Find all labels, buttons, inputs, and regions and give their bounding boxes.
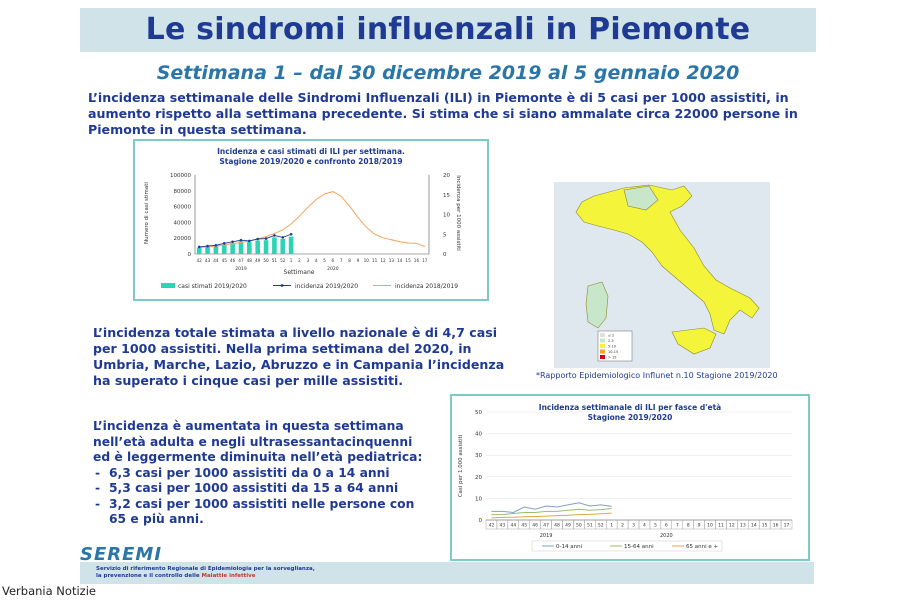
chart1-xtick: 50 (263, 258, 269, 263)
chart2-xtick: 2 (621, 523, 625, 529)
chart1-ytick: 100000 (170, 173, 191, 179)
chart1-y2tick: 15 (443, 192, 450, 199)
chart2-xtick: 4 (643, 523, 646, 529)
chart1-ytick: 20000 (173, 236, 191, 243)
chart2-xtick: 14 (750, 523, 757, 529)
chart2-ytick: 0 (478, 518, 482, 524)
chart1-bar (222, 245, 227, 254)
chart2-xtick: 42 (488, 523, 495, 529)
chart1-point-2019-2020 (248, 240, 251, 243)
chart1-ylabel: Numero di casi stimati (144, 182, 150, 244)
chart1-y2tick: 5 (443, 232, 447, 239)
chart2-xtick: 10 (707, 523, 713, 529)
chart1-xtick: 52 (280, 258, 286, 263)
chart1-ytick: 0 (187, 252, 191, 258)
chart1-point-2019-2020 (215, 244, 218, 247)
chart2-xtick: 52 (597, 523, 604, 529)
chart1-bar (264, 240, 269, 254)
chart1-y2tick: 20 (443, 173, 450, 179)
chart1-subtitle: Stagione 2019/2020 e confronto 2018/2019 (219, 157, 403, 166)
chart1-xtick: 16 (413, 258, 420, 263)
chart2-xtick: 43 (499, 523, 506, 529)
chart1-xtick: 1 (289, 258, 293, 263)
chart1-point-2019-2020 (231, 240, 234, 243)
age-group-incidence-chart (450, 394, 810, 561)
chart1-xtick: 15 (405, 258, 411, 263)
chart1-bar (247, 242, 252, 254)
chart1-point-2019-2020 (198, 246, 201, 249)
chart1-year-label: 2019 (235, 267, 247, 272)
chart2-year-label: 2019 (539, 533, 553, 539)
chart1-point-2019-2020 (206, 245, 209, 248)
chart1-xtick: 11 (372, 258, 378, 263)
chart2-title: Incidenza settimanale di ILI per fasce d'età (538, 403, 722, 412)
chart1-year-label: 2020 (327, 267, 339, 272)
chart1-xtick: 6 (331, 258, 335, 263)
age-paragraph (93, 419, 433, 528)
chart2-legend-label: 65 anni e + (686, 544, 719, 550)
chart2-ytick: 30 (475, 453, 482, 460)
chart1-xtick: 44 (213, 258, 219, 263)
map-legend-3: 5-10 (608, 344, 616, 349)
chart1-ytick: 40000 (173, 220, 191, 227)
age-item-0-14: - 6,3 casi per 1000 assistiti da 0 a 14 anni (93, 466, 433, 482)
chart2-legend-label: 0-14 anni (556, 544, 583, 550)
seremi-logo: SEREMI (80, 544, 163, 565)
chart1-bar (197, 248, 202, 254)
chart1-legend-2019: incidenza 2019/2020 (295, 283, 359, 290)
chart1-xtick: 7 (339, 258, 343, 263)
chart2-xtick: 50 (576, 523, 582, 529)
chart2-xtick: 6 (664, 523, 668, 529)
chart1-line-2019-2020 (199, 234, 291, 247)
chart1-xtick: 49 (255, 258, 261, 263)
chart2-xtick: 13 (739, 523, 746, 529)
map-legend (598, 331, 632, 361)
chart1-xtick: 3 (306, 258, 310, 263)
chart1-xtick: 42 (196, 258, 202, 263)
chart2-year-label: 2020 (659, 533, 673, 539)
national-paragraph: L’incidenza totale stimata a livello nazionale è di 4,7 casi per 1000 assistiti. Nella prima settimana del 2020, in Umbria, Marche, Lazio, Abruzzo e in Campania l’incidenza ha superato i cinque casi per mille assistiti. (93, 325, 505, 388)
chart2-xtick: 15 (761, 523, 768, 529)
chart2-xtick: 16 (772, 523, 779, 529)
chart1-point-2019-2020 (240, 239, 243, 242)
chart2-xtick: 5 (653, 523, 657, 529)
page-subtitle: Settimana 1 – dal 30 dicembre 2019 al 5 gennaio 2020 (156, 62, 740, 84)
chart1-point-2019-2020 (256, 238, 259, 241)
map-legend-4: 10-15 (608, 350, 619, 354)
chart1-bar (255, 241, 260, 254)
map-legend-2: 2-5 (608, 339, 614, 343)
chart1-y2tick: 0 (443, 252, 447, 258)
chart2-xtick: 11 (718, 523, 724, 529)
chart1-bar (280, 239, 285, 254)
sicily-shape (672, 328, 716, 354)
chart2-xtick: 12 (729, 523, 735, 529)
watermark-source: Verbania Notizie (2, 584, 96, 598)
weekly-incidence-chart (133, 139, 489, 301)
chart1-xtick: 45 (221, 258, 227, 263)
chart1-xtick: 9 (356, 258, 360, 263)
chart2-xtick: 8 (686, 523, 690, 529)
chart2-xtick: 46 (532, 523, 539, 529)
chart1-point-2019-2020 (273, 234, 276, 237)
chart2-xtick: 7 (675, 523, 679, 529)
chart2-ytick: 10 (475, 496, 482, 503)
chart1-xtick: 14 (397, 258, 403, 263)
page-title: Le sindromi influenzali in Piemonte (145, 12, 751, 47)
chart1-point-2019-2020 (223, 242, 226, 245)
chart1-xtick: 43 (204, 258, 211, 263)
map-legend-5: > 15 (608, 355, 617, 360)
chart2-ylabel: Casi per 1.000 assistiti (458, 434, 464, 498)
chart2-xtick: 17 (783, 523, 790, 529)
chart1-xtick: 46 (229, 258, 236, 263)
footer-line1: Servizio di riferimento Regionale di Epidemiologia per la sorveglianza, (96, 566, 315, 572)
chart1-bar (230, 243, 235, 254)
age-list (93, 466, 433, 528)
chart1-xtick: 12 (380, 258, 386, 263)
footer-line2-b: Malattie infettive (201, 573, 256, 579)
intro-paragraph: L’incidenza settimanale delle Sindromi Influenzali (ILI) in Piemonte è di 5 casi per 1000 assistiti, in aumento rispetto alla settimana precedente. Si stima che si siano ammalate circa 22000 persone in Piemonte in questa settimana. (88, 90, 798, 137)
chart2-xtick: 45 (521, 523, 528, 529)
chart1-legend-bar: casi stimati 2019/2020 (178, 283, 247, 290)
italy-map (554, 182, 770, 368)
chart2-xtick: 44 (510, 523, 517, 529)
chart1-ytick: 80000 (173, 188, 191, 195)
chart1-legend-2018: incidenza 2018/2019 (395, 283, 459, 290)
chart2-xtick: 51 (586, 523, 593, 529)
chart1-bar (272, 237, 277, 254)
chart2-xtick: 3 (632, 523, 635, 529)
chart1-point-2019-2020 (265, 237, 268, 240)
map-legend-1: ≤ 2 (608, 333, 615, 338)
chart1-xlabel: Settimane (283, 269, 315, 276)
chart1-xtick: 10 (363, 258, 369, 263)
chart1-bar (289, 237, 294, 254)
chart1-bar (205, 247, 210, 254)
chart2-ytick: 50 (475, 410, 482, 416)
age-intro: L’incidenza è aumentata in questa settimana nell’età adulta e negli ultrasessantacinquenni ed è leggermente diminuita nell’età pediatrica: (93, 419, 423, 464)
age-item-15-64: - 5,3 casi per 1000 assistiti da 15 a 64 anni (93, 481, 433, 497)
sardinia-shape (586, 282, 608, 328)
chart1-legend-dot-2019 (281, 284, 284, 287)
chart2-xtick: 48 (554, 523, 560, 529)
chart1-xtick: 2 (298, 258, 301, 263)
chart2-xtick: 49 (565, 523, 571, 529)
map-caption: *Rapporto Epidemiologico Influnet n.10 Stagione 2019/2020 (536, 371, 778, 380)
chart1-xtick: 47 (238, 258, 244, 263)
chart1-title: Incidenza e casi stimati di ILI per settimana. (217, 147, 405, 156)
chart1-line-2018-2019 (199, 192, 425, 248)
chart1-xtick: 51 (271, 258, 278, 263)
chart1-xtick: 13 (388, 258, 395, 263)
chart1-legend-swatch-bar (161, 283, 175, 288)
chart1-point-2019-2020 (290, 233, 293, 236)
chart1-y2label: Incidenza per 1000 assistiti (455, 175, 461, 251)
chart1-xtick: 8 (348, 258, 351, 263)
age-item-65plus: - 3,2 casi per 1000 assistiti nelle persone con 65 e più anni. (93, 497, 433, 528)
chart1-xtick: 5 (323, 258, 326, 263)
chart2-xtick: 1 (610, 523, 614, 529)
chart2-ytick: 20 (475, 474, 482, 481)
chart1-xtick: 48 (246, 258, 252, 263)
chart1-y2tick: 10 (443, 212, 450, 219)
chart1-xtick: 4 (314, 258, 318, 263)
chart2-ytick: 40 (475, 431, 482, 438)
chart1-xtick: 17 (422, 258, 428, 263)
chart1-point-2019-2020 (281, 236, 284, 239)
chart2-legend-label: 15-64 anni (624, 544, 654, 550)
footer-text (96, 566, 396, 580)
chart2-xtick: 47 (543, 523, 549, 529)
chart1-bar (214, 246, 219, 254)
chart2-subtitle: Stagione 2019/2020 (587, 413, 673, 422)
chart1-ytick: 60000 (173, 204, 191, 211)
footer-line2 (96, 573, 396, 580)
chart2-xtick: 9 (697, 523, 701, 529)
footer-line2-a: la prevenzione e il controllo delle (96, 573, 202, 579)
